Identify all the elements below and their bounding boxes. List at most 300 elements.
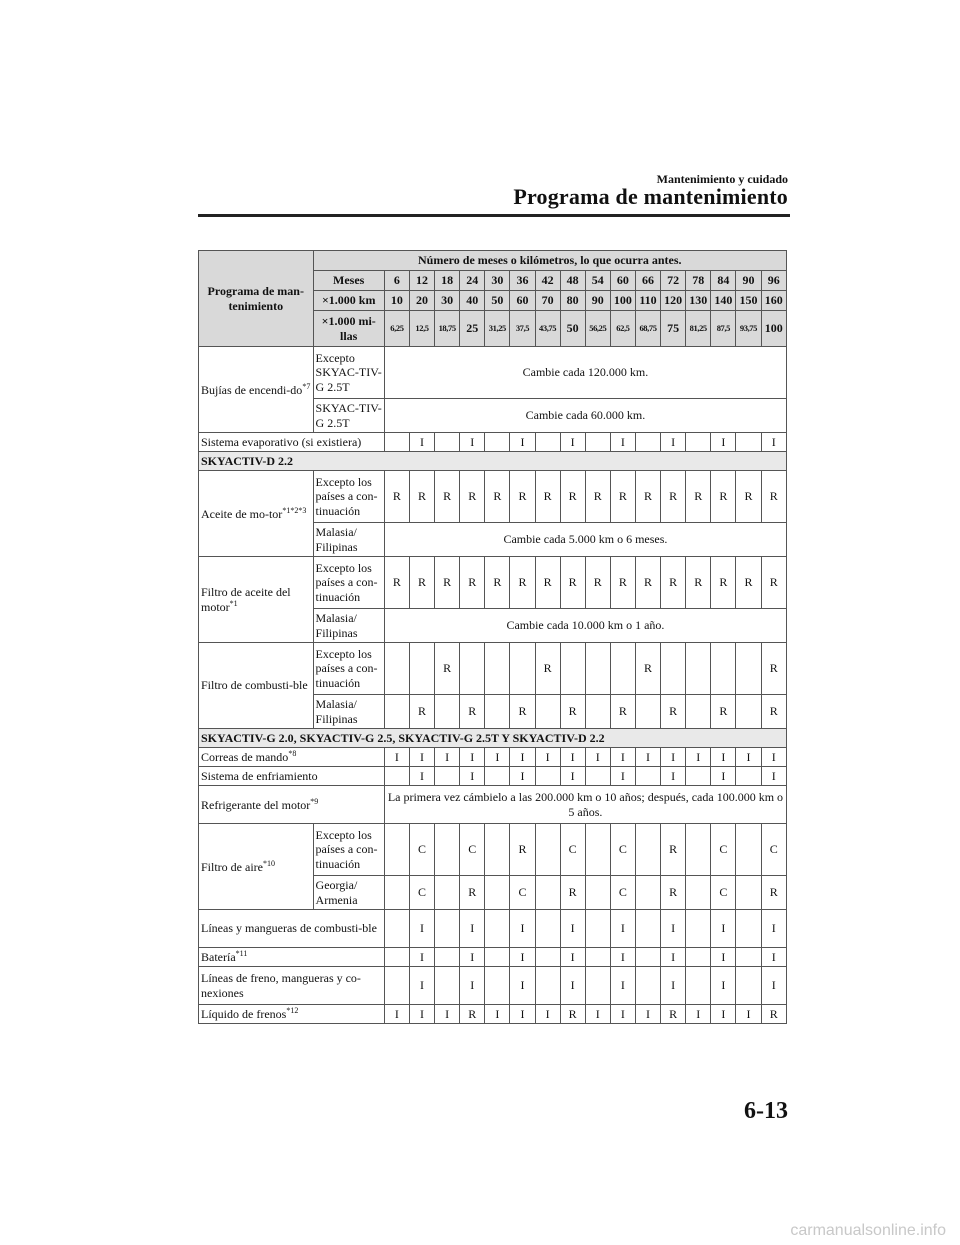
section-header: Mantenimiento y cuidado (656, 172, 788, 186)
mark-cell: I (409, 948, 434, 967)
mark-cell (535, 910, 560, 948)
watermark: carmanualsonline.info (790, 1222, 946, 1239)
mark-cell: C (460, 824, 485, 876)
mark-cell: I (711, 967, 736, 1005)
oil-filter-label: Filtro de aceite del motor$^{*1}$ (199, 557, 314, 643)
miles-cell: 56,25 (585, 311, 610, 347)
mark-cell: I (409, 767, 434, 786)
miles-cell: 100 (761, 311, 787, 347)
mark-cell (736, 433, 761, 452)
mark-cell (585, 967, 610, 1005)
mark-cell: I (635, 1005, 660, 1024)
mark-cell: I (435, 748, 460, 767)
mark-cell: C (711, 876, 736, 910)
mark-cell (635, 948, 660, 967)
mark-cell (585, 876, 610, 910)
mark-cell (736, 876, 761, 910)
month-cell: 48 (560, 271, 585, 291)
mark-cell (711, 643, 736, 695)
month-cell: 78 (686, 271, 711, 291)
mark-cell: R (409, 471, 434, 523)
sub-label: Malasia/ Filipinas (313, 523, 384, 557)
mark-cell: I (711, 433, 736, 452)
mark-cell (435, 876, 460, 910)
mark-cell: R (686, 471, 711, 523)
interval-note: Cambie cada 120.000 km. (384, 347, 786, 399)
mark-cell (485, 824, 510, 876)
km-cell: 90 (585, 291, 610, 311)
sub-label: Excepto los países a con-tinuación (313, 643, 384, 695)
mark-cell (435, 695, 460, 729)
mark-cell: I (610, 767, 635, 786)
mark-cell: R (535, 557, 560, 609)
mark-cell: I (610, 910, 635, 948)
mark-cell: I (510, 948, 535, 967)
mark-cell: I (460, 433, 485, 452)
km-cell: 160 (761, 291, 787, 311)
km-cell: 60 (510, 291, 535, 311)
mark-cell (535, 967, 560, 1005)
miles-cell: 81,25 (686, 311, 711, 347)
coolant-label: Refrigerante del motor$^{*9}$ (199, 786, 385, 824)
interval-header: Número de meses o kilómetros, lo que ocurra antes. (313, 251, 786, 271)
sub-label: Excepto SKYAC-TIV-G 2.5T (313, 347, 384, 399)
page-title: Programa de mantenimiento (513, 184, 788, 209)
mark-cell (585, 948, 610, 967)
mark-cell: I (761, 910, 787, 948)
mark-cell: I (435, 1005, 460, 1024)
mark-cell: R (761, 876, 787, 910)
km-cell: 50 (485, 291, 510, 311)
miles-cell: 87,5 (711, 311, 736, 347)
mark-cell: I (510, 910, 535, 948)
month-cell: 84 (711, 271, 736, 291)
miles-cell: 18,75 (435, 311, 460, 347)
mark-cell: R (435, 643, 460, 695)
air-filter-label: Filtro de aire$^{*10}$ (199, 824, 314, 910)
mark-cell: R (485, 557, 510, 609)
miles-cell: 68,75 (635, 311, 660, 347)
mark-cell (736, 695, 761, 729)
table-row (199, 967, 787, 1005)
mark-cell (435, 910, 460, 948)
mark-cell: C (711, 824, 736, 876)
mark-cell: I (661, 910, 686, 948)
mark-cell (585, 433, 610, 452)
month-cell: 96 (761, 271, 787, 291)
mark-cell: R (535, 471, 560, 523)
mark-cell: I (661, 748, 686, 767)
mark-cell: R (610, 557, 635, 609)
mark-cell: R (736, 471, 761, 523)
brake-lines-label: Líneas de freno, mangueras y co-nexiones (199, 967, 385, 1005)
mark-cell: I (610, 948, 635, 967)
km-cell: 30 (435, 291, 460, 311)
corner-header: Programa de man-tenimiento (199, 251, 314, 347)
mark-cell: I (761, 433, 787, 452)
mark-cell (661, 643, 686, 695)
mark-cell (635, 824, 660, 876)
mark-cell (686, 643, 711, 695)
mark-cell: R (711, 471, 736, 523)
mark-cell: R (635, 557, 660, 609)
mark-cell: I (409, 967, 434, 1005)
table-row (199, 910, 787, 948)
table-row (199, 347, 787, 399)
mark-cell: R (761, 643, 787, 695)
miles-cell: 37,5 (510, 311, 535, 347)
mark-cell: R (510, 557, 535, 609)
mark-cell (384, 433, 409, 452)
mark-cell: R (409, 557, 434, 609)
page-number: 6-13 (744, 1098, 788, 1124)
mark-cell: I (510, 767, 535, 786)
mark-cell: I (711, 748, 736, 767)
fuel-filter-label: Filtro de combusti-ble (199, 643, 314, 729)
mark-cell: R (661, 471, 686, 523)
brake-fluid-label: Líquido de frenos$^{*12}$ (199, 1005, 385, 1024)
km-cell: 40 (460, 291, 485, 311)
mark-cell (384, 824, 409, 876)
interval-note: Cambie cada 10.000 km o 1 año. (384, 609, 786, 643)
miles-cell: 75 (661, 311, 686, 347)
month-cell: 72 (661, 271, 686, 291)
km-cell: 110 (635, 291, 660, 311)
mark-cell (585, 643, 610, 695)
mark-cell (635, 967, 660, 1005)
month-cell: 54 (585, 271, 610, 291)
sub-label: Malasia/ Filipinas (313, 695, 384, 729)
km-cell: 10 (384, 291, 409, 311)
mark-cell: I (510, 748, 535, 767)
mark-cell (560, 643, 585, 695)
mark-cell (686, 967, 711, 1005)
mark-cell: I (711, 948, 736, 967)
cooling-system-label: Sistema de enfriamiento (199, 767, 385, 786)
mark-cell: I (711, 1005, 736, 1024)
mark-cell: C (510, 876, 535, 910)
mark-cell: C (761, 824, 787, 876)
mark-cell: R (610, 471, 635, 523)
mark-cell: R (736, 557, 761, 609)
mark-cell: R (761, 1005, 787, 1024)
interval-note: La primera vez cámbielo a las 200.000 km o 10 años; después, cada 100.000 km o 5 años. (384, 786, 786, 824)
mark-cell (435, 948, 460, 967)
mark-cell (535, 824, 560, 876)
mark-cell: I (761, 767, 787, 786)
mark-cell: I (711, 767, 736, 786)
mark-cell: C (560, 824, 585, 876)
mark-cell: I (560, 910, 585, 948)
mark-cell (585, 767, 610, 786)
mark-cell (460, 643, 485, 695)
mark-cell: R (585, 471, 610, 523)
mark-cell: R (635, 643, 660, 695)
mark-cell: I (384, 1005, 409, 1024)
mark-cell: I (686, 1005, 711, 1024)
mark-cell: I (610, 1005, 635, 1024)
mark-cell: I (535, 748, 560, 767)
mark-cell: I (560, 767, 585, 786)
mark-cell: C (610, 876, 635, 910)
mark-cell (409, 643, 434, 695)
mark-cell: R (485, 471, 510, 523)
mark-cell: I (610, 433, 635, 452)
month-cell: 66 (635, 271, 660, 291)
mark-cell: R (661, 695, 686, 729)
month-cell: 30 (485, 271, 510, 291)
mark-cell: I (510, 433, 535, 452)
mark-cell: R (560, 695, 585, 729)
table-row (199, 748, 787, 767)
miles-label: ×1.000 mi-llas (313, 311, 384, 347)
mark-cell (384, 695, 409, 729)
mark-cell: R (560, 876, 585, 910)
mark-cell: I (460, 948, 485, 967)
mark-cell: I (409, 1005, 434, 1024)
month-cell: 18 (435, 271, 460, 291)
mark-cell: I (409, 910, 434, 948)
mark-cell: I (610, 748, 635, 767)
mark-cell: R (560, 557, 585, 609)
mark-cell: R (761, 695, 787, 729)
km-cell: 120 (661, 291, 686, 311)
spark-plugs-label: Bujías de encendi-$do^{*7}$ (199, 347, 314, 433)
mark-cell (686, 876, 711, 910)
mark-cell (485, 910, 510, 948)
mark-cell (736, 824, 761, 876)
months-label: Meses (313, 271, 384, 291)
mark-cell: R (460, 876, 485, 910)
mark-cell: I (761, 967, 787, 1005)
section-heading: SKYACTIV-D 2.2 (199, 452, 787, 471)
mark-cell (736, 948, 761, 967)
table-row (199, 1005, 787, 1024)
table-row (199, 948, 787, 967)
mark-cell (535, 433, 560, 452)
sub-label: SKYAC-TIV-G 2.5T (313, 399, 384, 433)
mark-cell (635, 876, 660, 910)
mark-cell (384, 876, 409, 910)
mark-cell (686, 948, 711, 967)
mark-cell: I (761, 948, 787, 967)
mark-cell (736, 643, 761, 695)
interval-note: Cambie cada 60.000 km. (384, 399, 786, 433)
mark-cell: I (560, 967, 585, 1005)
mark-cell: R (686, 557, 711, 609)
table-row (199, 433, 787, 452)
mark-cell: I (661, 967, 686, 1005)
mark-cell: I (384, 748, 409, 767)
mark-cell: I (510, 1005, 535, 1024)
miles-cell: 12,5 (409, 311, 434, 347)
miles-cell: 43,75 (535, 311, 560, 347)
mark-cell: I (610, 967, 635, 1005)
mark-cell: R (460, 695, 485, 729)
km-cell: 150 (736, 291, 761, 311)
mark-cell: R (661, 1005, 686, 1024)
month-cell: 24 (460, 271, 485, 291)
sub-label: Excepto los países a con-tinuación (313, 471, 384, 523)
mark-cell: R (711, 557, 736, 609)
mark-cell: I (409, 748, 434, 767)
mark-cell: R (585, 557, 610, 609)
sub-label: Georgia/ Armenia (313, 876, 384, 910)
drive-belts-label: Correas de mando$^{*8}$ (199, 748, 385, 767)
mark-cell (635, 695, 660, 729)
sub-label: Excepto los países a con-tinuación (313, 557, 384, 609)
mark-cell: R (560, 471, 585, 523)
sub-label: Malasia/ Filipinas (313, 609, 384, 643)
km-cell: 130 (686, 291, 711, 311)
miles-cell: 6,25 (384, 311, 409, 347)
mark-cell (585, 910, 610, 948)
mark-cell (635, 433, 660, 452)
mark-cell (384, 910, 409, 948)
month-cell: 36 (510, 271, 535, 291)
maintenance-schedule-table (198, 250, 787, 1024)
mark-cell (736, 767, 761, 786)
km-label: ×1.000 km (313, 291, 384, 311)
mark-cell (585, 824, 610, 876)
table-row (199, 824, 787, 876)
month-cell: 12 (409, 271, 434, 291)
mark-cell: R (535, 643, 560, 695)
km-cell: 80 (560, 291, 585, 311)
header-rule (198, 214, 790, 217)
mark-cell: R (409, 695, 434, 729)
km-cell: 100 (610, 291, 635, 311)
mark-cell: R (460, 557, 485, 609)
mark-cell: I (711, 910, 736, 948)
mark-cell: I (409, 433, 434, 452)
miles-cell: 93,75 (736, 311, 761, 347)
mark-cell: R (711, 695, 736, 729)
miles-cell: 62,5 (610, 311, 635, 347)
mark-cell: R (635, 471, 660, 523)
mark-cell (585, 695, 610, 729)
mark-cell: R (661, 876, 686, 910)
mark-cell (736, 910, 761, 948)
mark-cell (736, 967, 761, 1005)
table-row (199, 557, 787, 609)
miles-cell: 31,25 (485, 311, 510, 347)
table-row (199, 643, 787, 695)
mark-cell: C (409, 876, 434, 910)
km-cell: 20 (409, 291, 434, 311)
km-cell: 140 (711, 291, 736, 311)
mark-cell: I (661, 767, 686, 786)
mark-cell (686, 910, 711, 948)
mark-cell: I (535, 1005, 560, 1024)
battery-label: Batería$^{*11}$ (199, 948, 385, 967)
sub-label: Excepto los países a con-tinuación (313, 824, 384, 876)
mark-cell: I (510, 967, 535, 1005)
mark-cell: I (560, 433, 585, 452)
fuel-lines-label: Líneas y mangueras de combusti-ble (199, 910, 385, 948)
mark-cell: R (384, 557, 409, 609)
mark-cell: R (661, 557, 686, 609)
mark-cell: R (435, 471, 460, 523)
mark-cell (435, 824, 460, 876)
mark-cell: I (560, 748, 585, 767)
mark-cell: R (560, 1005, 585, 1024)
mark-cell: R (761, 557, 787, 609)
mark-cell (635, 767, 660, 786)
mark-cell: R (661, 824, 686, 876)
mark-cell: R (460, 1005, 485, 1024)
mark-cell: C (610, 824, 635, 876)
mark-cell: I (460, 967, 485, 1005)
mark-cell: R (510, 471, 535, 523)
mark-cell: I (485, 1005, 510, 1024)
table-row (199, 471, 787, 523)
mark-cell (485, 767, 510, 786)
mark-cell: I (585, 1005, 610, 1024)
mark-cell (384, 967, 409, 1005)
miles-cell: 50 (560, 311, 585, 347)
mark-cell: R (610, 695, 635, 729)
month-cell: 60 (610, 271, 635, 291)
mark-cell (686, 767, 711, 786)
mark-cell (610, 643, 635, 695)
mark-cell (510, 643, 535, 695)
mark-cell: I (761, 748, 787, 767)
evap-label: Sistema evaporativo (si existiera) (199, 433, 385, 452)
mark-cell (686, 824, 711, 876)
mark-cell: I (560, 948, 585, 967)
km-cell: 70 (535, 291, 560, 311)
mark-cell (485, 643, 510, 695)
mark-cell (635, 910, 660, 948)
mark-cell (535, 767, 560, 786)
table-row (199, 786, 787, 824)
mark-cell: R (435, 557, 460, 609)
mark-cell: I (661, 948, 686, 967)
mark-cell (384, 643, 409, 695)
mark-cell (485, 876, 510, 910)
month-cell: 6 (384, 271, 409, 291)
mark-cell: I (485, 748, 510, 767)
mark-cell: R (510, 695, 535, 729)
interval-note: Cambie cada 5.000 km o 6 meses. (384, 523, 786, 557)
mark-cell (485, 695, 510, 729)
mark-cell (435, 967, 460, 1005)
mark-cell (485, 948, 510, 967)
mark-cell (435, 433, 460, 452)
month-cell: 90 (736, 271, 761, 291)
mark-cell: R (510, 824, 535, 876)
mark-cell: C (409, 824, 434, 876)
mark-cell (535, 695, 560, 729)
mark-cell: R (460, 471, 485, 523)
mark-cell: I (661, 433, 686, 452)
mark-cell: I (686, 748, 711, 767)
mark-cell: I (460, 748, 485, 767)
mark-cell (535, 876, 560, 910)
mark-cell (535, 948, 560, 967)
mark-cell: I (460, 767, 485, 786)
mark-cell (485, 967, 510, 1005)
table-row (199, 767, 787, 786)
engine-oil-label: Aceite de mo-tor$^{*1*2*3}$ (199, 471, 314, 557)
mark-cell: I (736, 1005, 761, 1024)
mark-cell: I (585, 748, 610, 767)
mark-cell (686, 433, 711, 452)
mark-cell (686, 695, 711, 729)
mark-cell (384, 948, 409, 967)
mark-cell (384, 767, 409, 786)
